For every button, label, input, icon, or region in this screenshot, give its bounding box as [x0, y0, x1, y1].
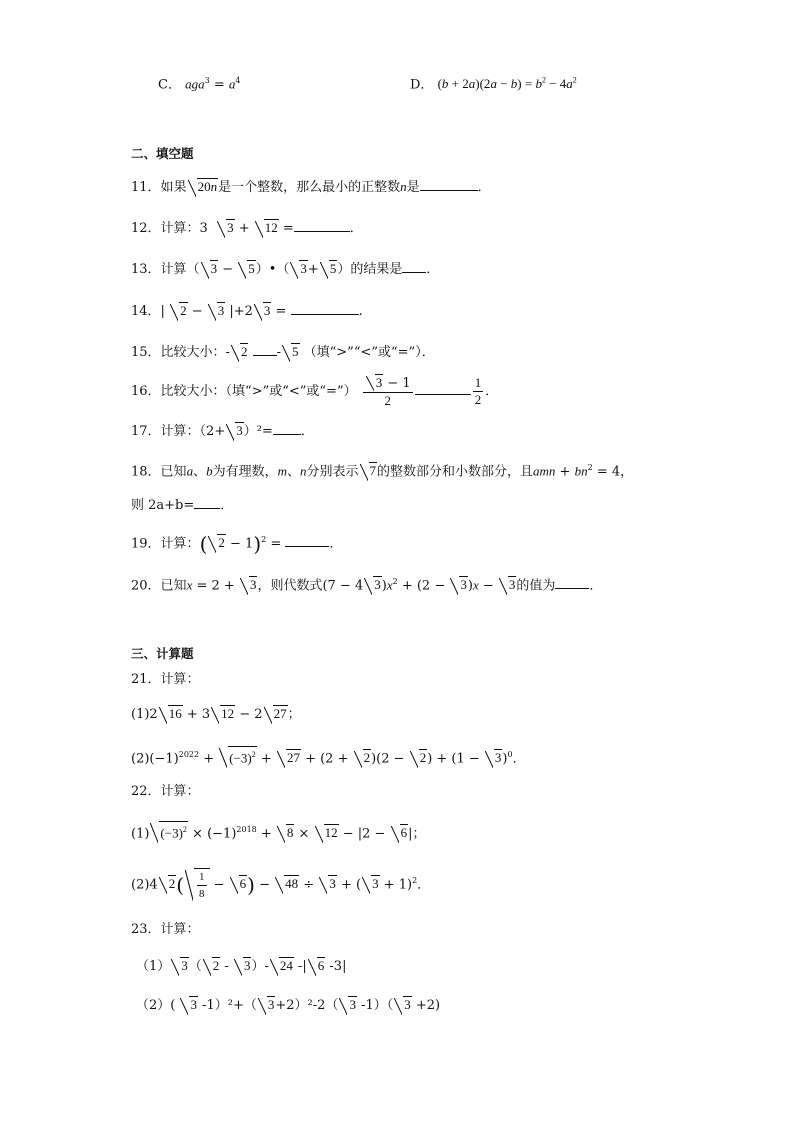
question-13: 13．计算（ 3 − 5）•（ 3+ 5）的结果是 ． [131, 258, 439, 280]
sqrt-20n: 20n [188, 178, 219, 198]
question-23-part2: （2）( 3 -1）²+（ 3+2）²-2（ 3 -1）（ 3 +2) [136, 996, 440, 1016]
question-11: 11．如果 20n是一个整数，那么最小的正整数n是 ． [131, 176, 491, 198]
option-d [410, 71, 577, 95]
question-22-part2: (2)4 2( $\frac{1}{8}$ − 6) − 48 ÷ 3 + ( 3 + 1)$^2$． [131, 868, 430, 902]
question-17: 17．计算：（2+ 3）²= ． [131, 420, 314, 442]
option-d-label: D． [410, 77, 434, 93]
question-22-part1: (1) $(-3)^2 \times (-1)^{2018} + 8 \times 12 - |2 - 6|$； [131, 820, 425, 844]
question-23-part1: （1） 3（ 2 - 3）- 24 -| 6 -3| [136, 957, 346, 977]
question-12: 12．计算：3 3 + 12 = ． [131, 217, 363, 239]
option-d-expr: $(b + 2a)(2a - b) = b^2 - 4a^2$ [437, 76, 577, 92]
question-21: 21．计算： [131, 672, 200, 687]
question-21-part1: (1)2 16 + 3 12 − 2 27； [131, 705, 301, 725]
fraction-one-half: $\frac{1}{2}$ [474, 375, 482, 407]
question-20: 20．已知x = 2 + 3，则代数式(7 − 4 $3)x^2 + (2 - 3)x - 3$的值为 ． [131, 572, 602, 596]
option-c: C． $aga^3 = a^4$ [158, 76, 241, 93]
option-c-label: C． [158, 77, 181, 93]
question-23: 23．计算： [131, 922, 200, 937]
question-19: 19．计算：( 2 − 1)$^2$ = ． [131, 531, 343, 556]
fraction-sqrt3-minus1-over2: $\frac{3 - 1}{2}$ [363, 374, 413, 409]
question-22: 22．计算： [131, 784, 200, 799]
section-fill-in-title: 二、填空题 [131, 146, 194, 161]
section-calc-title: 三、计算题 [131, 646, 194, 661]
question-18: 18．已知a、b为有理数，m、n分别表示 7的整数部分和小数部分，且amn + $bn^2 = 4$， [131, 458, 633, 482]
option-c-expr: a [185, 76, 192, 92]
question-18-line2: 则 2a+b= ． [131, 494, 233, 516]
question-15: 15．比较大小：- 2 - 5 （填“>”“<”或“=”）． [131, 341, 435, 363]
question-14: 14．| 2 − 3 |+2 3 = . [131, 300, 363, 322]
question-21-part2: $(2)(-1)^{2022} + (-3)^2 + 27 + (2 + 2)(2 - 2) + (1 - 3)^0$． [131, 745, 526, 769]
question-16: 16．比较大小：（填“>”或“<”或“=”） $\frac{3 - 1}{2}$ $\frac{1}{2}$ ． [131, 375, 499, 408]
